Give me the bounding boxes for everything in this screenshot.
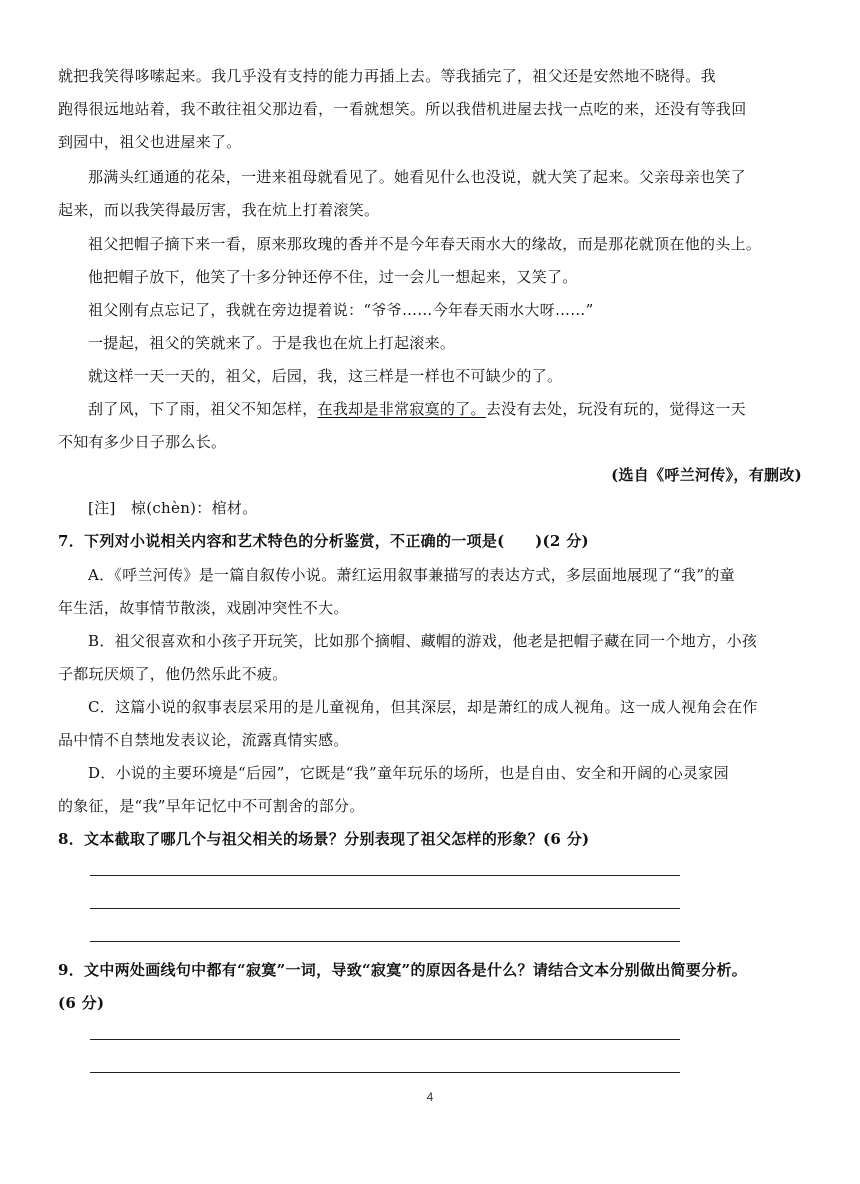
passage-line: 就把我笑得哆嗦起来。我几乎没有支持的能力再插上去。等我插完了，祖父还是安然地不晓得。我 — [58, 67, 716, 85]
option-d-cont: 的象征，是“我”早年记忆中不可割舍的部分。 — [58, 797, 365, 815]
passage-line: 他把帽子放下，他笑了十多分钟还停不住，过一会儿一想起来，又笑了。 — [88, 268, 578, 286]
passage-text: 刮了风，下了雨，祖父不知怎样， — [88, 400, 318, 418]
passage-line: 就这样一天一天的，祖父，后园，我，这三样是一样也不可缺少的了。 — [88, 367, 563, 385]
answer-line[interactable] — [90, 908, 680, 909]
question-8-stem: 8．文本截取了哪几个与祖父相关的场景？分别表现了祖父怎样的形象？(6 分) — [58, 830, 590, 848]
footnote: [注] 椋(chèn)：棺材。 — [88, 499, 258, 517]
question-9-stem-cont: (6 分) — [58, 994, 105, 1012]
option-a-cont: 年生活，故事情节散淡，戏剧冲突性不大。 — [58, 599, 349, 617]
passage-line: 那满头红通通的花朵，一进来祖母就看见了。她看见什么也没说，就大笑了起来。父亲母亲也笑了 — [88, 168, 746, 186]
answer-line[interactable] — [90, 941, 680, 942]
passage-line: 起来，而以我笑得最厉害，我在炕上打着滚笑。 — [58, 201, 380, 219]
passage-line: 跑得很远地站着，我不敢往祖父那边看，一看就想笑。所以我借机进屋去找一点吃的来，还没有等我回 — [58, 100, 747, 118]
option-c: C．这篇小说的叙事表层采用的是儿童视角，但其深层，却是萧红的成人视角。这一成人视角会在作 — [88, 698, 758, 716]
answer-line[interactable] — [90, 1039, 680, 1040]
answer-line[interactable] — [90, 875, 680, 876]
option-b: B．祖父很喜欢和小孩子开玩笑，比如那个摘帽、藏帽的游戏，他老是把帽子藏在同一个地方，小孩 — [88, 632, 758, 650]
passage-line: 一提起，祖父的笑就来了。于是我也在炕上打起滚来。 — [88, 334, 456, 352]
passage-line: 到园中，祖父也进屋来了。 — [58, 133, 242, 151]
passage-line: 祖父把帽子摘下来一看，原来那玫瑰的香并不是今年春天雨水大的缘故，而是那花就顶在他的头上。 — [88, 235, 762, 253]
passage-line: 祖父刚有点忘记了，我就在旁边提着说：“爷爷……今年春天雨水大呀……” — [88, 301, 594, 319]
passage-line — [88, 399, 808, 419]
source-citation: (选自《呼兰河传》，有删改) — [611, 466, 802, 484]
question-7-stem: 7．下列对小说相关内容和艺术特色的分析鉴赏，不正确的一项是( )(2 分) — [58, 532, 589, 550]
answer-line[interactable] — [90, 1072, 680, 1073]
option-d: D．小说的主要环境是“后园”，它既是“我”童年玩乐的场所，也是自由、安全和开阔的心灵家园 — [88, 764, 729, 782]
option-c-cont: 品中情不自禁地发表议论，流露真情实感。 — [58, 731, 349, 749]
option-b-cont: 子都玩厌烦了，他仍然乐此不疲。 — [58, 665, 288, 683]
page-number: 4 — [426, 1090, 434, 1104]
option-a: A．《呼兰河传》是一篇自叙传小说。萧红运用叙事兼描写的表达方式，多层面地展现了“我”的童 — [88, 566, 735, 584]
question-9-stem: 9．文中两处画线句中都有“寂寞”一词，导致“寂寞”的原因各是什么？请结合文本分别做出简要分析。 — [58, 961, 748, 979]
passage-text: 去没有去处，玩没有玩的，觉得这一天 — [485, 400, 746, 418]
passage-line: 不知有多少日子那么长。 — [58, 433, 227, 451]
underlined-sentence: 在我却是非常寂寞的了。 — [317, 400, 486, 418]
